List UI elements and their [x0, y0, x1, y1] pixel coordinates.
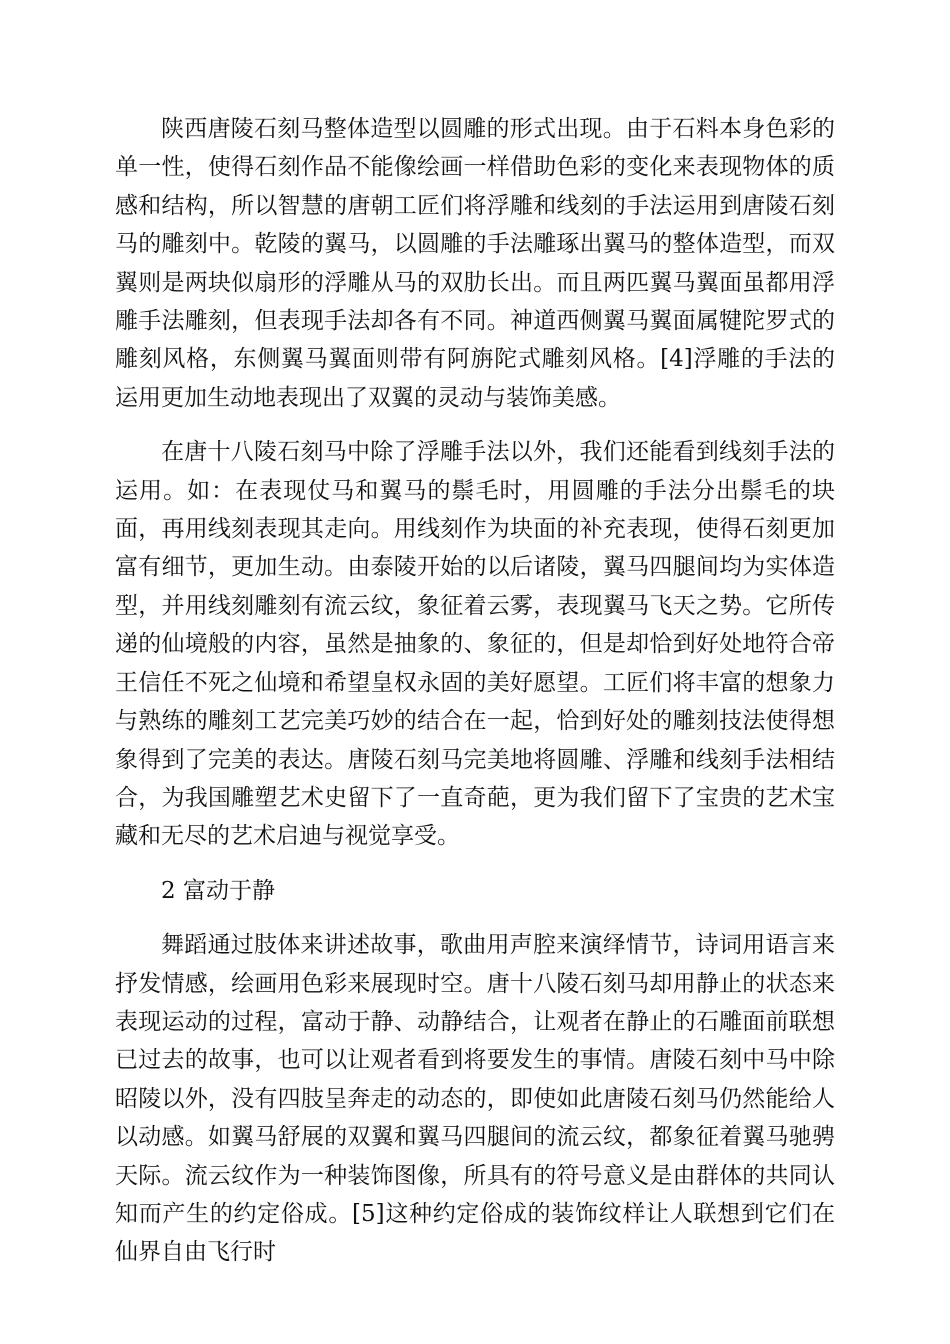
paragraph-gap: [115, 417, 835, 433]
paragraph-line-carving: 在唐十八陵石刻马中除了浮雕手法以外，我们还能看到线刻手法的运用。如：在表现仗马和翼马的鬃毛时，用圆雕的手法分出鬃毛的块面，再用线刻表现其走向。用线刻作为块面的补充表现，使得石刻更加富有细节，更加生动。由泰陵开始的以后诸陵，翼马四腿间均为实体造型，并用线刻雕刻有流云纹，象征着云雾，表现翼马飞天之势。它所传递的仙境般的内容，虽然是抽象的、象征的，但是却恰到好处地符合帝王信任不死之仙境和希望皇权永固的美好愿望。工匠们将丰富的想象力与熟练的雕刻工艺完美巧妙的结合在一起，恰到好处的雕刻技法使得想象得到了完美的表达。唐陵石刻马完美地将圆雕、浮雕和线刻手法相结合，为我国雕塑艺术史留下了一直奇葩，更为我们留下了宝贵的艺术宝藏和无尽的艺术启迪与视觉享受。: [115, 439, 835, 850]
document-body: [115, 110, 835, 1272]
paragraph-gap: [115, 856, 835, 872]
paragraph-gap: [115, 910, 835, 926]
paragraph-motion-in-stillness: 舞蹈通过肢体来讲述故事，歌曲用声腔来演绎情节，诗词用语言来抒发情感，绘画用色彩来展现时空。唐十八陵石刻马却用静止的状态来表现运动的过程，富动于静、动静结合，让观者在静止的石雕面前联想已过去的故事，也可以让观者看到将要发生的事情。唐陵石刻中马中除昭陵以外，没有四肢呈奔走的动态的，即使如此唐陵石刻马仍然能给人以动感。如翼马舒展的双翼和翼马四腿间的流云纹，都象征着翼马驰骋天际。流云纹作为一种装饰图像，所具有的符号意义是由群体的共同认知而产生的约定俗成。[5]这种约定俗成的装饰纹样让人联想到它们在仙界自由飞行时: [115, 932, 835, 1266]
paragraph-relief-carving: 陕西唐陵石刻马整体造型以圆雕的形式出现。由于石料本身色彩的单一性，使得石刻作品不能像绘画一样借助色彩的变化来表现物体的质感和结构，所以智慧的唐朝工匠们将浮雕和线刻的手法运用到唐陵石刻马的雕刻中。乾陵的翼马，以圆雕的手法雕琢出翼马的整体造型，而双翼则是两块似扇形的浮雕从马的双肋长出。而且两匹翼马翼面虽都用浮雕手法雕刻，但表现手法却各有不同。神道西侧翼马翼面属犍陀罗式的雕刻风格，东侧翼马翼面则带有阿旃陀式雕刻风格。[4]浮雕的手法的运用更加生动地表现出了双翼的灵动与装饰美感。: [115, 116, 835, 411]
section-heading: 2 富动于静: [161, 877, 275, 904]
